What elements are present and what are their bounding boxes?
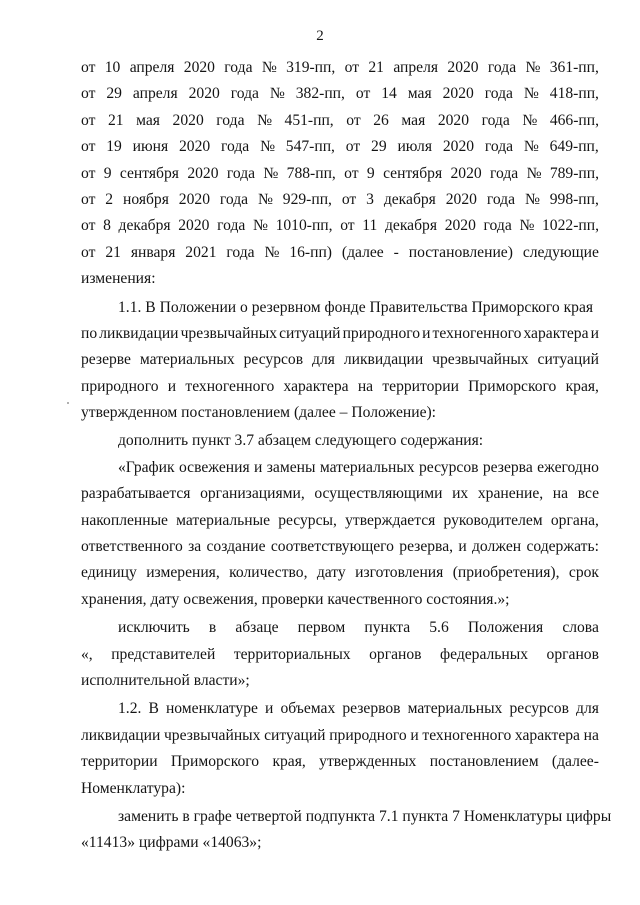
text-line: «11413» цифрами «14063»;	[81, 834, 262, 852]
word: измерения,	[146, 564, 220, 582]
word: хранение,	[477, 485, 544, 503]
word: 9	[366, 164, 375, 182]
word: Приморского	[468, 377, 557, 395]
word: и	[167, 377, 177, 395]
word: апреля	[393, 59, 439, 76]
word: характера	[283, 377, 349, 395]
word: характера	[523, 324, 589, 342]
text-line	[81, 240, 599, 266]
word: 2020	[445, 190, 477, 208]
word: 29	[371, 138, 387, 156]
word: утверждается	[345, 511, 436, 529]
word: года	[226, 243, 255, 261]
word: года	[486, 190, 516, 208]
word: соответствующего	[270, 538, 394, 556]
word: от	[81, 190, 96, 208]
word: материальных	[319, 458, 415, 476]
word: 11	[362, 217, 378, 235]
word: декабря	[118, 217, 171, 235]
word: для	[576, 700, 599, 718]
word: 2020	[179, 138, 211, 156]
word: года	[483, 217, 512, 235]
word: утвержденных	[319, 753, 417, 771]
word: для	[312, 351, 335, 369]
word: 418-пп,	[549, 85, 599, 103]
word: 21	[105, 243, 121, 261]
text-line: хранения, дату освежения, проверки качественного состояния.»;	[81, 590, 510, 608]
word: №	[257, 190, 273, 208]
word: 2	[105, 190, 114, 208]
text-line	[81, 187, 599, 213]
word: 1.2.	[118, 700, 142, 718]
word: года	[490, 164, 519, 182]
word: декабря	[383, 190, 436, 208]
word: 451-пп,	[284, 111, 334, 129]
word: «,	[81, 645, 93, 663]
word: и	[265, 700, 274, 718]
text-line	[81, 560, 599, 586]
word: 2020	[188, 85, 220, 103]
word: 929-пп,	[282, 190, 332, 208]
word: от	[345, 138, 361, 156]
word: №	[263, 164, 279, 182]
word: 8	[103, 217, 111, 235]
word: ресурсов	[418, 458, 479, 476]
word: декабря	[384, 217, 438, 235]
word: чрезвычайных	[432, 351, 529, 369]
word: мая	[407, 85, 432, 103]
word: (далее	[341, 243, 384, 261]
word: ситуаций	[279, 324, 341, 342]
word: Положения	[467, 619, 544, 637]
word: 2020	[172, 111, 204, 129]
word: мая	[401, 111, 426, 129]
word: №	[525, 59, 541, 76]
word: характера	[514, 726, 580, 744]
word: ликвидации	[99, 324, 179, 342]
word: количество,	[229, 564, 308, 582]
text-line	[81, 213, 599, 239]
word: материальных	[407, 700, 503, 718]
word: ресурсов	[243, 351, 304, 369]
word: руководителем	[443, 511, 543, 529]
word: резервов	[342, 700, 401, 718]
word: организациями,	[200, 485, 305, 503]
document-body	[81, 55, 612, 857]
word: ресурсы,	[278, 511, 337, 529]
word: создание	[206, 538, 266, 556]
word: №	[522, 111, 538, 129]
word: территории	[81, 753, 158, 771]
word: июля	[397, 138, 433, 156]
word: 14	[381, 85, 397, 103]
word: накопленные	[81, 511, 168, 529]
word: пункта	[364, 619, 411, 637]
word: от	[346, 111, 361, 129]
word: на	[552, 485, 569, 503]
word: сентября	[119, 164, 179, 182]
word: апреля	[129, 59, 175, 76]
word: первом	[297, 619, 346, 637]
word: №	[261, 59, 277, 76]
word: года	[484, 138, 514, 156]
word: -	[393, 243, 399, 261]
word: 2020	[437, 111, 470, 129]
word: №	[260, 138, 275, 156]
word: №	[523, 85, 539, 103]
word: В	[148, 700, 159, 718]
word: от	[81, 59, 96, 76]
word: №	[526, 164, 542, 182]
word: ноября	[122, 190, 169, 208]
word: 16-пп)	[289, 243, 332, 261]
word: от	[81, 217, 96, 235]
word: территории	[382, 377, 459, 395]
word: от	[81, 243, 96, 261]
word: 9	[103, 164, 112, 182]
word: представителей	[111, 645, 216, 663]
word: 788-пп,	[286, 164, 336, 182]
word: на	[583, 726, 599, 744]
word: 26	[373, 111, 389, 129]
word: от	[344, 59, 360, 76]
word: 1010-пп,	[275, 217, 333, 235]
word: постановление)	[408, 243, 513, 261]
word: апреля	[132, 85, 178, 103]
word: единицу	[81, 564, 137, 582]
word: и	[458, 538, 467, 556]
word: номенклатуре	[165, 700, 258, 718]
word: от	[344, 164, 359, 182]
word: 319-пп,	[286, 59, 336, 76]
word: №	[523, 138, 539, 156]
word: 21	[368, 59, 384, 76]
word: от	[81, 111, 96, 129]
word: разрабатывается	[81, 485, 191, 503]
text-line	[81, 347, 599, 373]
word: изготовления	[355, 564, 444, 582]
word: природного	[342, 324, 421, 342]
word: ликвидации	[81, 726, 161, 744]
word: исключить	[118, 619, 190, 637]
word: дату	[316, 564, 346, 582]
word: от	[341, 190, 357, 208]
word: «График	[118, 458, 175, 476]
word: 2020	[178, 190, 210, 208]
text-line	[81, 481, 599, 507]
word: 382-пп,	[295, 85, 345, 103]
word: года	[484, 85, 513, 103]
word: и	[254, 458, 263, 476]
word: 29	[106, 85, 122, 103]
word: резерва,	[399, 538, 454, 556]
word: 10	[104, 59, 121, 76]
word: содержать:	[526, 538, 599, 556]
word: года	[230, 85, 259, 103]
word: по	[81, 324, 98, 342]
word: 21	[107, 111, 124, 129]
word: года	[224, 59, 253, 76]
word: ежегодно	[537, 458, 599, 476]
word: постановлением	[429, 753, 539, 771]
word: срок	[568, 564, 599, 582]
word: резерва	[482, 458, 533, 476]
word: года	[216, 111, 245, 129]
text-line	[81, 615, 599, 641]
word: 5.6	[429, 619, 449, 637]
word: и	[422, 324, 431, 342]
word: 2020	[187, 164, 219, 182]
word: резерве	[81, 351, 131, 369]
word: 2020	[450, 164, 482, 182]
word: и	[410, 726, 419, 744]
word: 2021	[185, 243, 217, 261]
text-line	[81, 81, 599, 107]
word: должен	[471, 538, 522, 556]
word: за	[188, 538, 202, 556]
word: освежения	[178, 458, 250, 476]
word: ответственного	[81, 538, 183, 556]
text-line	[81, 374, 599, 400]
word: в	[208, 619, 217, 637]
word: от	[340, 217, 355, 235]
word: их	[452, 485, 469, 503]
page-number: 2	[316, 28, 324, 44]
word: органов	[369, 645, 422, 663]
word: 2020	[178, 217, 210, 235]
word: слова	[562, 619, 599, 637]
word: 2020	[442, 85, 474, 103]
text-line	[81, 55, 599, 81]
text-line	[81, 749, 599, 775]
word: края,	[272, 753, 306, 771]
word: мая	[136, 111, 160, 129]
text-line	[81, 161, 599, 187]
text-line: Номенклатура):	[81, 779, 186, 797]
text-line: заменить в графе четвертой подпункта 7.1 пункта 7 Номенклатуры цифры	[118, 807, 612, 825]
word: 649-пп,	[549, 138, 599, 156]
word: №	[264, 243, 280, 261]
word: (приобретения),	[452, 564, 560, 582]
text-line	[81, 455, 599, 481]
word: техногенного	[432, 324, 522, 342]
word: ликвидации	[343, 351, 424, 369]
word: техногенного	[185, 377, 275, 395]
word: от	[81, 85, 96, 103]
word: 2020	[447, 59, 479, 76]
word: 2020	[444, 217, 476, 235]
word: от	[81, 164, 96, 182]
word: материальных	[139, 351, 235, 369]
word: 361-пп,	[549, 59, 599, 76]
word: №	[253, 217, 268, 235]
word: органов	[546, 645, 599, 663]
word: объемах	[280, 700, 336, 718]
text-line	[81, 321, 599, 347]
word: №	[519, 217, 535, 235]
word: осуществляющими	[314, 485, 443, 503]
text-line: исполнительной власти»;	[81, 671, 250, 689]
word: замены	[266, 458, 316, 476]
word: года	[481, 111, 510, 129]
text-line	[81, 508, 599, 534]
word: ситуаций	[537, 351, 599, 369]
text-line	[81, 134, 599, 160]
word: ресурсов	[509, 700, 569, 718]
word: года	[226, 164, 256, 182]
word: (далее-	[551, 753, 599, 771]
word: №	[524, 190, 540, 208]
word: года	[217, 217, 246, 235]
word: следующие	[522, 243, 599, 261]
word: года	[219, 190, 249, 208]
word: абзаце	[235, 619, 279, 637]
word: 466-пп,	[549, 111, 599, 129]
word: 789-пп,	[549, 164, 599, 182]
word: 1022-пп,	[542, 217, 599, 235]
word: все	[577, 485, 599, 503]
word: природного	[81, 377, 159, 395]
word: №	[257, 111, 272, 129]
text-line: утвержденном постановлением (далее – Положение):	[81, 404, 437, 422]
word: 19	[106, 138, 122, 156]
word: января	[130, 243, 176, 261]
text-line	[81, 723, 599, 749]
word: №	[269, 85, 285, 103]
word: сентября	[383, 164, 443, 182]
word: материальные	[176, 511, 271, 529]
word: федеральных	[440, 645, 529, 663]
text-line: дополнить пункт 3.7 абзацем следующего содержания:	[118, 432, 484, 450]
text-line	[81, 696, 599, 722]
word: июня	[132, 138, 169, 156]
text-line	[81, 642, 599, 668]
word: чрезвычайных	[163, 726, 261, 744]
word: года	[487, 59, 517, 76]
word: от	[81, 138, 96, 156]
word: и	[590, 324, 599, 342]
word: 2020	[183, 59, 215, 76]
text-line	[81, 108, 599, 134]
word: 2020	[442, 138, 475, 156]
word: 3	[366, 190, 374, 208]
margin-mark	[67, 402, 69, 404]
word: 998-пп,	[549, 190, 599, 208]
word: чрезвычайных	[180, 324, 278, 342]
word: от	[355, 85, 371, 103]
word: органа,	[550, 511, 599, 529]
text-line: 1.1. В Положении о резервном фонде Правительства Приморского края	[118, 298, 594, 316]
word: края,	[565, 377, 599, 395]
word: ситуаций	[264, 726, 326, 744]
text-line: изменения:	[81, 270, 156, 288]
word: природного	[329, 726, 407, 744]
word: 547-пп,	[285, 138, 335, 156]
word: территориальных	[233, 645, 351, 663]
word: года	[221, 138, 250, 156]
word: Приморского	[170, 753, 260, 771]
text-line	[81, 534, 599, 560]
word: на	[357, 377, 374, 395]
word: техногенного	[422, 726, 512, 744]
